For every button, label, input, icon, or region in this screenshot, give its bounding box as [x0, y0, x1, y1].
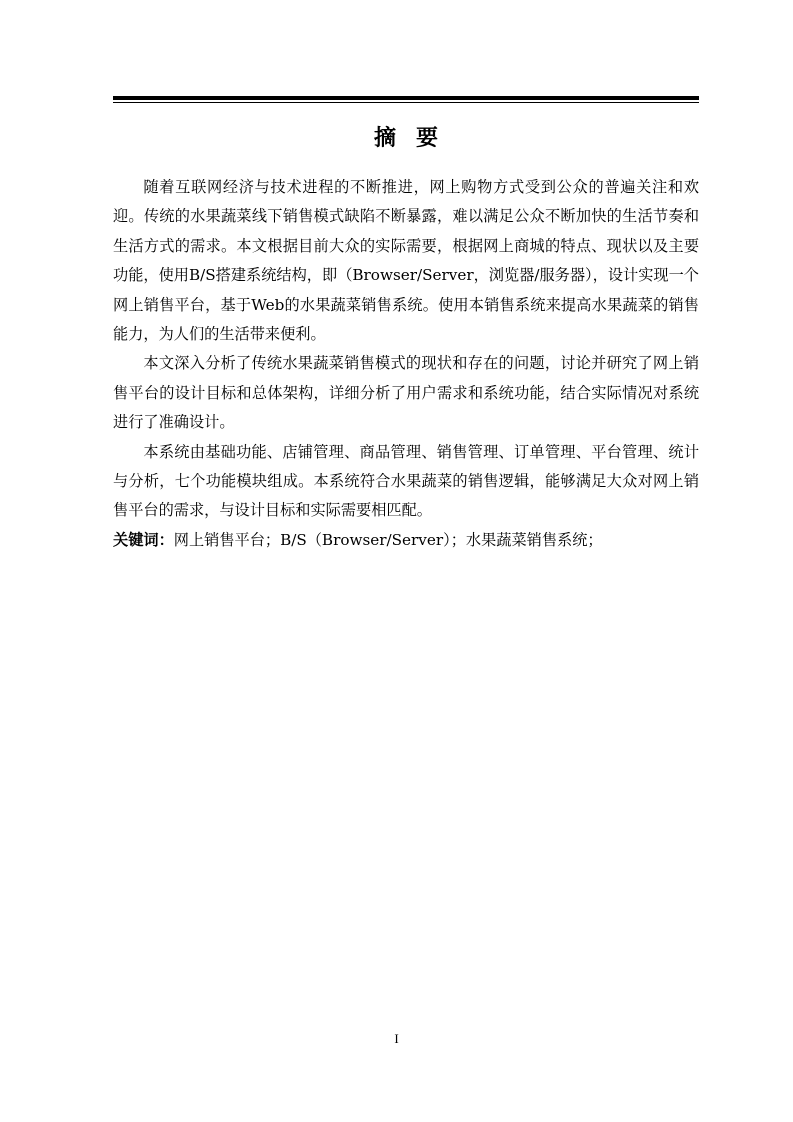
abstract-paragraph-3: 本系统由基础功能、店铺管理、商品管理、销售管理、订单管理、平台管理、统计与分析，七个功能模块组成。本系统符合水果蔬菜的销售逻辑，能够满足大众对网上销售平台的需求，与设计目标和实际需要相匹配。 [113, 442, 699, 520]
keywords-line [113, 526, 699, 555]
abstract-paragraph-2: 本文深入分析了传统水果蔬菜销售模式的现状和存在的问题，讨论并研究了网上销售平台的设计目标和总体架构，详细分析了用户需求和系统功能，结合实际情况对系统进行了准确设计。 [113, 354, 699, 432]
abstract-body [113, 173, 699, 555]
keywords-label: 关键词： [113, 530, 174, 549]
abstract-title: 摘要 [373, 125, 458, 151]
abstract-paragraph-1: 随着互联网经济与技术进程的不断推进，网上购物方式受到公众的普遍关注和欢迎。传统的水果蔬菜线下销售模式缺陷不断暴露，难以满足公众不断加快的生活节奏和生活方式的需求。本文根据目前大众的实际需要，根据网上商城的特点、现状以及主要功能，使用B/S搭建系统结构，即（Browser/Server，浏览器/服务器），设计实现一个网上销售平台，基于Web的水果蔬菜销售系统。使用本销售系统来提高水果蔬菜的销售能力，为人们的生活带来便利。 [113, 178, 699, 344]
header-rule-thick [113, 96, 699, 100]
header-rule-thin [113, 102, 699, 103]
keywords-text: 网上销售平台；B/S（Browser/Server）；水果蔬菜销售系统； [173, 530, 603, 549]
page-number: I [394, 1031, 399, 1046]
